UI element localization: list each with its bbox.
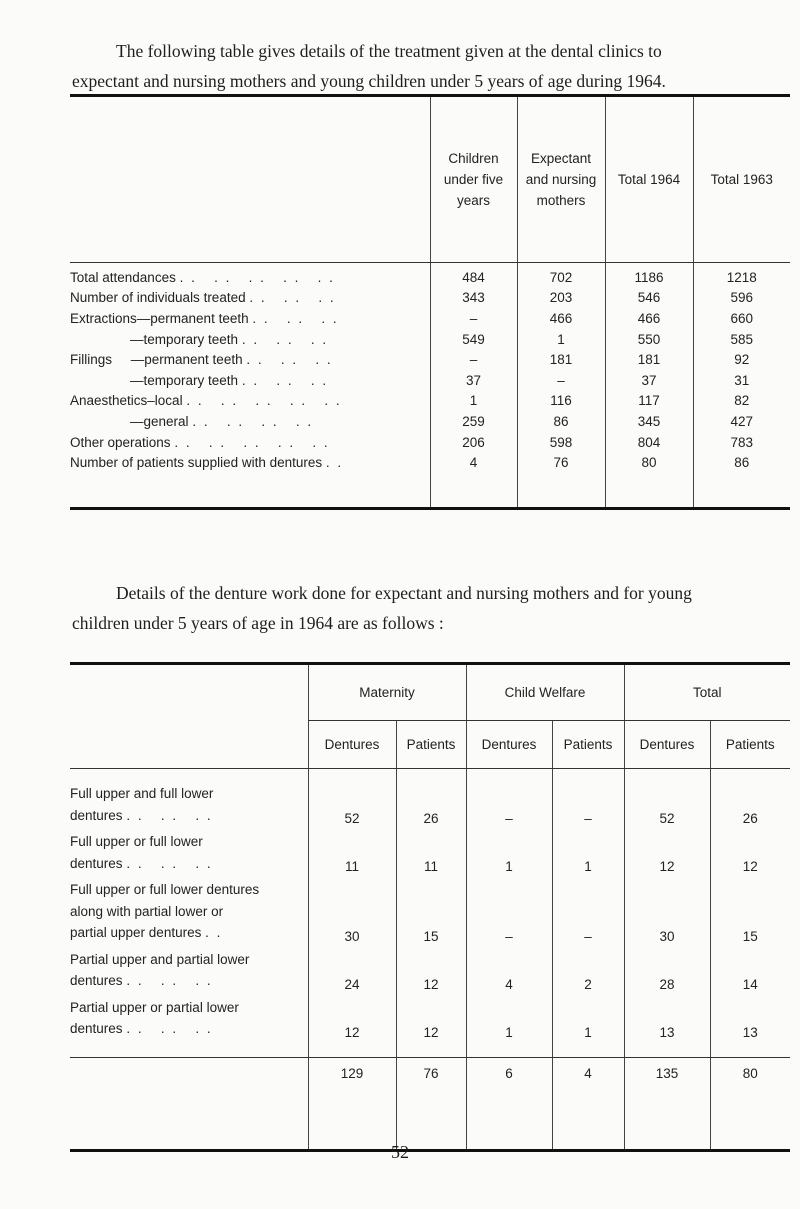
denture-line-2: children under 5 years of age in 1964 are as follows : [72,613,444,633]
denture-row-label [70,997,308,1058]
cell-maternity-patients: 12 [396,949,466,997]
row-label-line: dentures [70,855,123,871]
cell-children: 259 [430,411,517,432]
cell-total-dentures: 52 [624,769,710,832]
cell-maternity-patients: 11 [396,831,466,879]
treatment-row-label [70,329,430,350]
treatment-row [70,411,790,432]
cell-total-patients: 26 [710,769,790,832]
total-total-patients: 80 [710,1057,790,1150]
leader-dots: . . . . . . [252,310,339,326]
treatment-header-blank [70,96,430,263]
leader-dots: . . . . . . . . . . [174,434,330,450]
treatment-table-body [70,263,790,509]
treatment-row [70,263,790,288]
cell-total-1964: 37 [605,370,693,391]
cell-children: 37 [430,370,517,391]
row-label-text: —general [70,413,189,429]
cell-total-1963: 660 [693,308,790,329]
denture-row [70,949,790,997]
denture-totals-row [70,1057,790,1150]
cell-mothers: 181 [517,349,605,370]
totals-label-blank [70,1057,308,1150]
cell-total-dentures: 30 [624,879,710,949]
treatment-row-label [70,263,430,288]
cell-children: 549 [430,329,517,350]
group-total: Total [624,664,790,721]
subheader-patients: Patients [552,721,624,769]
intro-line-2: expectant and nursing mothers and young children under 5 years of age during 1964. [72,71,666,91]
leader-dots: . . . . . . . . . . [179,269,335,285]
cell-total-1964: 466 [605,308,693,329]
leader-dots: . . . . . . [126,807,213,823]
leader-dots: . . . . . . [126,855,213,871]
treatment-table [70,94,790,510]
cell-mothers: 466 [517,308,605,329]
cell-child-welfare-dentures: 4 [466,949,552,997]
treatment-row-label [70,288,430,309]
cell-maternity-dentures: 12 [308,997,396,1058]
denture-row [70,879,790,949]
denture-table-body [70,769,790,1151]
denture-group-header-row [70,664,790,721]
cell-maternity-patients: 12 [396,997,466,1058]
cell-maternity-dentures: 52 [308,769,396,832]
cell-mothers: – [517,370,605,391]
cell-maternity-dentures: 30 [308,879,396,949]
cell-child-welfare-dentures: 1 [466,831,552,879]
subheader-patients: Patients [710,721,790,769]
treatment-header-row [70,96,790,263]
cell-children: 4 [430,452,517,508]
cell-total-1964: 804 [605,432,693,453]
subheader-patients: Patients [396,721,466,769]
cell-total-1963: 585 [693,329,790,350]
leader-dots: . . . . . . [241,372,329,388]
subheader-dentures: Dentures [308,721,396,769]
cell-mothers: 702 [517,263,605,288]
row-label-line: Partial upper or partial lower [70,999,239,1015]
intro-paragraph [72,36,790,96]
treatment-row [70,288,790,309]
row-label-text: Number of patients supplied with dentures [70,455,323,471]
row-label-text: Anaesthetics–local [70,393,183,409]
cell-mothers: 203 [517,288,605,309]
cell-total-1963: 31 [693,370,790,391]
row-label-text: Other operations [70,434,171,450]
treatment-row [70,432,790,453]
cell-child-welfare-patients: – [552,879,624,949]
header-mothers: Expectant and nursing mothers [517,96,605,263]
treatment-row [70,349,790,370]
total-child-welfare-dentures: 6 [466,1057,552,1150]
header-total-1963: Total 1963 [693,96,790,263]
cell-total-patients: 12 [710,831,790,879]
denture-row-label [70,879,308,949]
leader-dots: . . [205,925,223,940]
denture-header-blank [70,664,308,769]
total-child-welfare-patients: 4 [552,1057,624,1150]
cell-total-dentures: 12 [624,831,710,879]
row-label-line: Full upper and full lower [70,786,214,801]
leader-dots: . . . . . . [246,352,333,368]
treatment-row [70,370,790,391]
row-label-line: dentures [70,973,123,988]
row-label-text: Total attendances [70,269,176,285]
cell-child-welfare-patients: 1 [552,831,624,879]
cell-maternity-patients: 26 [396,769,466,832]
cell-maternity-patients: 15 [396,879,466,949]
denture-row-label [70,831,308,879]
cell-children: 1 [430,391,517,412]
total-maternity-patients: 76 [396,1057,466,1150]
cell-total-1964: 80 [605,452,693,508]
cell-total-patients: 14 [710,949,790,997]
leader-dots: . . . . . . . . . . [186,393,342,409]
header-children: Children under five years [430,96,517,263]
cell-child-welfare-patients: 1 [552,997,624,1058]
row-label-text: Extractions—permanent teeth [70,310,249,326]
cell-child-welfare-dentures: – [466,879,552,949]
total-total-dentures: 135 [624,1057,710,1150]
cell-children: 206 [430,432,517,453]
row-label-line: Full upper or full lower dentures [70,882,260,897]
page-number: 52 [391,1142,409,1162]
cell-total-dentures: 28 [624,949,710,997]
leader-dots: . . [325,455,344,471]
cell-mothers: 1 [517,329,605,350]
cell-mothers: 76 [517,452,605,508]
treatment-row-label [70,349,430,370]
treatment-row-label [70,391,430,412]
cell-total-1964: 181 [605,349,693,370]
cell-children: – [430,349,517,370]
cell-total-1963: 427 [693,411,790,432]
cell-total-1964: 117 [605,391,693,412]
cell-total-1963: 1218 [693,263,790,288]
cell-maternity-dentures: 24 [308,949,396,997]
treatment-row [70,329,790,350]
cell-total-patients: 13 [710,997,790,1058]
denture-row [70,997,790,1058]
treatment-row-label [70,432,430,453]
row-label-line: Partial upper and partial lower [70,951,250,967]
cell-total-1964: 550 [605,329,693,350]
cell-total-dentures: 13 [624,997,710,1058]
treatment-row-label [70,452,430,508]
cell-child-welfare-dentures: – [466,769,552,832]
leader-dots: . . . . . . [126,1021,213,1036]
intro-line-1: The following table gives details of the treatment given at the dental clinics to [116,41,662,61]
cell-maternity-dentures: 11 [308,831,396,879]
cell-child-welfare-dentures: 1 [466,997,552,1058]
cell-total-1963: 92 [693,349,790,370]
treatment-row [70,308,790,329]
treatment-row-label [70,308,430,329]
denture-paragraph [72,578,790,638]
subheader-dentures: Dentures [624,721,710,769]
denture-line-1: Details of the denture work done for expectant and nursing mothers and for young [116,583,692,603]
cell-mothers: 598 [517,432,605,453]
denture-row [70,769,790,832]
row-label-text: —temporary teeth [70,372,239,388]
cell-total-patients: 15 [710,879,790,949]
cell-mothers: 86 [517,411,605,432]
cell-total-1963: 783 [693,432,790,453]
row-label-line: dentures [70,1021,123,1036]
total-maternity-dentures: 129 [308,1057,396,1150]
cell-children: 343 [430,288,517,309]
row-label-text: —temporary teeth [70,331,239,347]
group-child-welfare: Child Welfare [466,664,624,721]
denture-row [70,831,790,879]
denture-row-label [70,769,308,832]
cell-children: 484 [430,263,517,288]
cell-mothers: 116 [517,391,605,412]
denture-table [70,662,790,1152]
row-label-line: along with partial lower or [70,903,224,919]
row-label-line: dentures [70,807,123,823]
cell-total-1964: 1186 [605,263,693,288]
cell-child-welfare-patients: – [552,769,624,832]
cell-child-welfare-patients: 2 [552,949,624,997]
cell-total-1963: 82 [693,391,790,412]
treatment-row-label [70,370,430,391]
leader-dots: . . . . . . [126,973,213,988]
row-label-line: partial upper dentures [70,925,202,940]
leader-dots: . . . . . . [241,331,329,347]
denture-row-label [70,949,308,997]
cell-total-1963: 86 [693,452,790,508]
treatment-row-label [70,411,430,432]
treatment-row [70,452,790,508]
group-maternity: Maternity [308,664,466,721]
subheader-dentures: Dentures [466,721,552,769]
row-label-line: Full upper or full lower [70,834,203,849]
cell-total-1963: 596 [693,288,790,309]
leader-dots: . . . . . . . . [192,413,314,429]
cell-total-1964: 546 [605,288,693,309]
cell-children: – [430,308,517,329]
treatment-row [70,391,790,412]
leader-dots: . . . . . . [249,290,336,306]
row-label-text: Fillings —permanent teeth [70,352,243,368]
row-label-text: Number of individuals treated [70,290,246,306]
cell-total-1964: 345 [605,411,693,432]
header-total-1964: Total 1964 [605,96,693,263]
